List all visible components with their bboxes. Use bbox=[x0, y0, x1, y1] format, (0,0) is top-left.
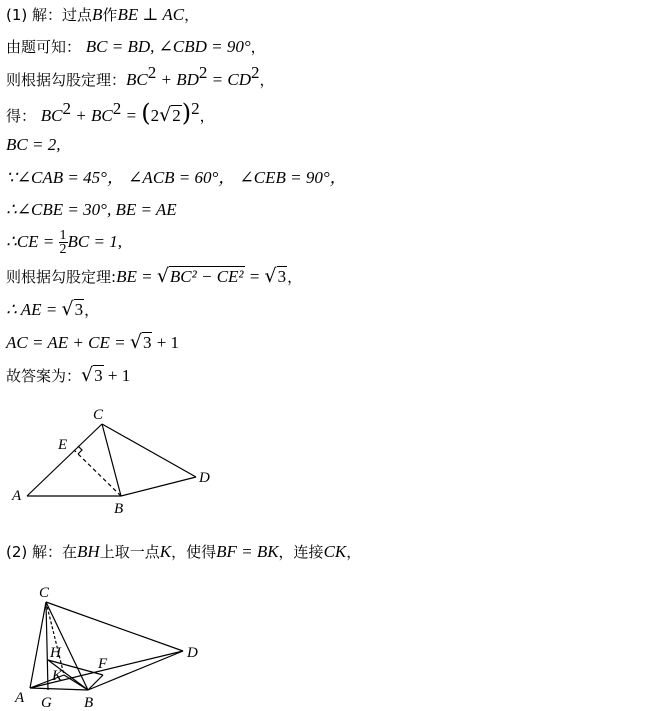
fig1-label-E: E bbox=[58, 437, 68, 453]
solution-1-header: (1) 解：过点B作BE ⊥ AC， bbox=[6, 5, 200, 24]
fig2-label-C: C bbox=[39, 585, 50, 601]
derived-equation-line: 得： $BC^2 + BC^2 = (2√2)^2$， bbox=[6, 99, 215, 127]
ce-value-line: ∴CE = $\frac{1}{2}$ BC = 1, bbox=[6, 228, 122, 257]
bc-value-line: BC = 2, bbox=[6, 135, 61, 154]
figure-2-diagram bbox=[0, 580, 220, 711]
fig1-seg-DB bbox=[121, 477, 196, 496]
fig2-label-H: H bbox=[50, 645, 61, 661]
fig2-seg-FB bbox=[88, 675, 103, 690]
fig1-seg-AC bbox=[27, 424, 102, 496]
ac-value-line: AC = AE + CE = √3 + 1 bbox=[6, 331, 180, 353]
fig2-label-A: A bbox=[15, 690, 25, 706]
fig2-label-K: K bbox=[52, 668, 63, 684]
angle-cbe-line: ∴∠CBE = 30°, BE = AE bbox=[6, 200, 177, 219]
fig1-label-A: A bbox=[12, 488, 22, 504]
be-value-line: 则根据勾股定理:BE = √BC² − CE² = √3， bbox=[6, 265, 303, 287]
fig1-right-angle-mark bbox=[78, 446, 82, 454]
fig1-label-C: C bbox=[93, 407, 104, 423]
angles-given-line: ∵∠CAB = 45°， ∠ACB = 60°， ∠CEB = 90°， bbox=[6, 168, 347, 187]
fig2-label-B: B bbox=[84, 695, 94, 711]
fig2-label-G: G bbox=[41, 695, 52, 711]
answer-line: 故答案为：√3 + 1 bbox=[6, 364, 131, 386]
fig1-seg-CD bbox=[102, 424, 196, 477]
solution-2-header: (2) 解：在BH上取一点K，使得BF = BK，连接CK， bbox=[6, 542, 362, 561]
fig2-seg-AB bbox=[30, 688, 88, 690]
ae-value-line: ∴ AE = √3， bbox=[6, 298, 100, 320]
fig1-seg-BE-dashed bbox=[74, 450, 121, 496]
fig1-label-B: B bbox=[114, 501, 124, 517]
fig2-label-D: D bbox=[187, 645, 198, 661]
fig2-seg-CD bbox=[46, 602, 183, 651]
fig2-seg-AC bbox=[30, 602, 46, 688]
fig2-label-F: F bbox=[98, 656, 108, 672]
pythagoras-line-1: 则根据勾股定理：$BC^2 + BD^2 = CD^2$， bbox=[6, 63, 275, 89]
given-line: 由题可知： BC = BD, ∠CBD = 90°， bbox=[6, 37, 266, 56]
fig1-seg-CB bbox=[102, 424, 121, 496]
fig2-seg-CG bbox=[46, 602, 48, 690]
fig1-label-D: D bbox=[199, 470, 210, 486]
figure-1-diagram bbox=[0, 400, 230, 520]
